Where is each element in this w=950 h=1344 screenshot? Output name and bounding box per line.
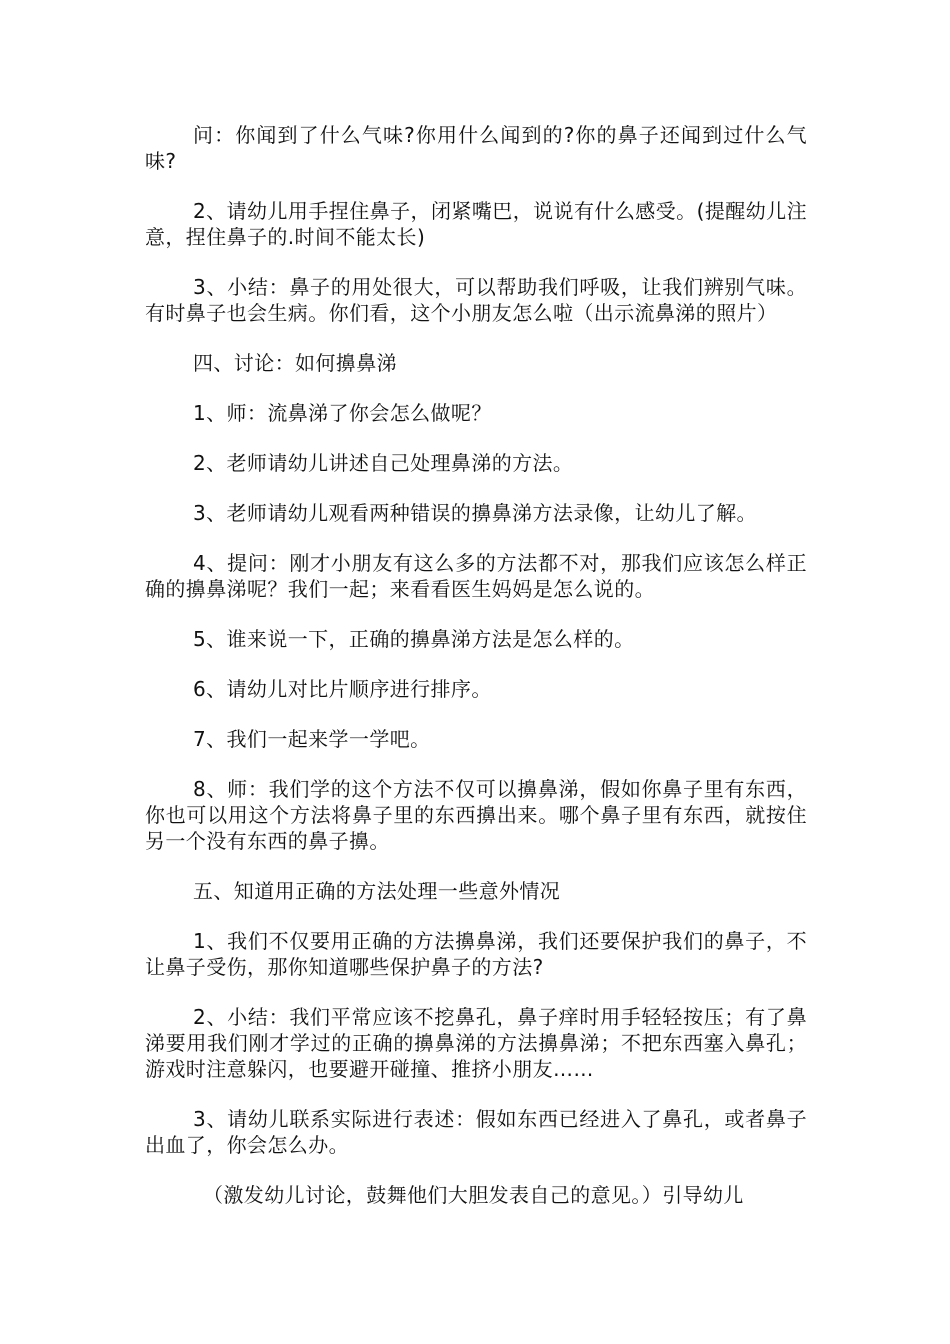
- paragraph-accidents-1: 1、我们不仅要用正确的方法擤鼻涕，我们还要保护我们的鼻子，不让鼻子受伤，那你知道哪些保护鼻子的方法?: [145, 929, 807, 979]
- paragraph-discussion-1: 1、师：流鼻涕了你会怎么做呢？: [193, 401, 492, 425]
- paragraph-closing: （激发幼儿讨论，鼓舞他们大胆发表自己的意见。）引导幼儿: [203, 1183, 744, 1207]
- paragraph-discussion-8: 8、师：我们学的这个方法不仅可以擤鼻涕，假如你鼻子里有东西，你也可以用这个方法将鼻子里的东西擤出来。哪个鼻子里有东西，就按住另一个没有东西的鼻子擤。: [145, 777, 807, 853]
- section-heading-discussion: 四、讨论：如何擤鼻涕: [193, 351, 397, 375]
- section-heading-accidents: 五、知道用正确的方法处理一些意外情况: [193, 879, 561, 903]
- paragraph-accidents-3: 3、请幼儿联系实际进行表述：假如东西已经进入了鼻孔，或者鼻子出血了，你会怎么办。: [145, 1107, 807, 1157]
- paragraph-step-3-summary: 3、小结：鼻子的用处很大，可以帮助我们呼吸，让我们辨别气味。有时鼻子也会生病。你们看，这个小朋友怎么啦（出示流鼻涕的照片）: [145, 275, 807, 325]
- paragraph-accidents-2: 2、小结：我们平常应该不挖鼻孔，鼻子痒时用手轻轻按压；有了鼻涕要用我们刚才学过的正确的擤鼻涕的方法擤鼻涕；不把东西塞入鼻孔；游戏时注意躲闪，也要避开碰撞、推挤小朋友……: [145, 1005, 807, 1081]
- paragraph-discussion-7: 7、我们一起来学一学吧。: [193, 727, 431, 751]
- paragraph-discussion-6: 6、请幼儿对比片顺序进行排序。: [193, 677, 492, 701]
- paragraph-discussion-2: 2、老师请幼儿讲述自己处理鼻涕的方法。: [193, 451, 574, 475]
- document-body: [145, 122, 807, 1232]
- paragraph-discussion-3: 3、老师请幼儿观看两种错误的擤鼻涕方法录像，让幼儿了解。: [193, 501, 757, 525]
- paragraph-step-2-pinch-nose: 2、请幼儿用手捏住鼻子，闭紧嘴巴，说说有什么感受。(提醒幼儿注意，捏住鼻子的.时间不能太长): [145, 199, 807, 249]
- paragraph-discussion-4: 4、提问：刚才小朋友有这么多的方法都不对，那我们应该怎么样正确的擤鼻涕呢？我们一起；来看看医生妈妈是怎么说的。: [145, 551, 807, 601]
- paragraph-question: 问：你闻到了什么气味?你用什么闻到的?你的鼻子还闻到过什么气味?: [145, 123, 807, 173]
- paragraph-discussion-5: 5、谁来说一下，正确的擤鼻涕方法是怎么样的。: [193, 627, 635, 651]
